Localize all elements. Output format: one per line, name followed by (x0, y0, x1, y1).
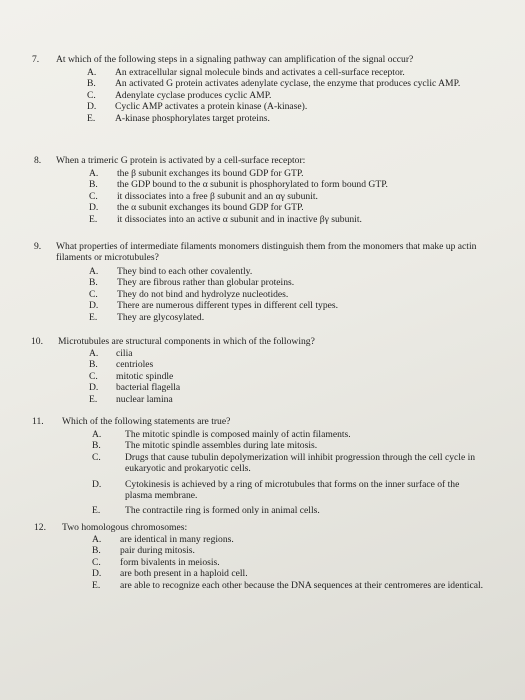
option-text: mitotic spindle (116, 370, 174, 382)
option-letter: E. (92, 505, 101, 517)
option-e[interactable] (92, 580, 484, 591)
option-text: They are glycosylated. (117, 311, 205, 323)
option-letter: E. (87, 112, 96, 124)
option-letter: C. (89, 190, 98, 202)
option-text: form bivalents in meiosis. (120, 556, 220, 568)
question-number: 10. (31, 336, 43, 347)
question-number: 9. (34, 241, 42, 252)
option-letter: D. (87, 101, 97, 113)
option-letter: B. (92, 440, 101, 452)
option-letter: B. (87, 78, 96, 90)
question-number: 11. (32, 416, 44, 427)
option-letter: A. (89, 168, 99, 179)
option-c[interactable] (89, 371, 471, 382)
option-letter: A. (89, 348, 99, 359)
question-text: At which of the following steps in a signaling pathway can amplification of the signal occur? (56, 54, 414, 65)
option-b[interactable] (89, 277, 479, 288)
option-a[interactable] (92, 534, 484, 545)
option-b[interactable] (89, 359, 471, 370)
option-letter: E. (89, 311, 98, 323)
option-text: There are numerous different types in different cell types. (117, 300, 339, 312)
question-text: Two homologous chromosomes: (62, 522, 188, 533)
option-letter: D. (92, 568, 102, 580)
option-letter: D. (89, 300, 99, 312)
option-e[interactable] (89, 394, 471, 405)
option-letter: B. (89, 277, 98, 289)
question-number: 7. (32, 54, 40, 65)
option-text: nuclear lamina (116, 393, 173, 405)
option-b[interactable] (89, 179, 474, 190)
option-letter: C. (89, 288, 98, 300)
option-c[interactable] (92, 557, 484, 568)
option-text: the β subunit exchanges its bound GDP for GTP. (117, 168, 304, 179)
option-letter: C. (87, 89, 96, 101)
option-d[interactable] (89, 202, 474, 213)
option-text: it dissociates into an active α subunit and in inactive βγ subunit. (117, 213, 362, 225)
option-text: The mitotic spindle assembles during late mitosis. (125, 440, 318, 452)
option-letter: B. (89, 359, 98, 371)
answer-options (89, 168, 474, 225)
option-letter: C. (92, 556, 101, 568)
option-c[interactable] (89, 289, 479, 300)
option-text: cilia (116, 348, 133, 359)
option-text: Cytokinesis is achieved by a ring of microtubules that forms on the inner surface of the plasma membrane. (125, 478, 460, 502)
option-e[interactable] (92, 505, 482, 516)
option-a[interactable] (92, 429, 482, 440)
option-letter: A. (92, 429, 102, 440)
option-text: it dissociates into a free β subunit and an αγ subunit. (117, 190, 318, 202)
option-text: They are fibrous rather than globular proteins. (117, 277, 295, 289)
option-text: Adenylate cyclase produces cyclic AMP. (115, 89, 272, 101)
option-b[interactable] (92, 545, 484, 556)
option-e[interactable] (89, 214, 474, 225)
option-a[interactable] (89, 266, 479, 277)
option-letter: D. (89, 202, 99, 214)
option-text: the α subunit exchanges its bound GDP for GTP. (117, 202, 304, 214)
answer-options (89, 266, 479, 323)
option-d[interactable] (87, 101, 472, 112)
option-text: They bind to each other covalently. (117, 266, 253, 277)
option-letter: C. (92, 451, 101, 463)
option-d[interactable] (92, 479, 482, 502)
option-b[interactable] (87, 78, 472, 89)
option-letter: E. (89, 393, 98, 405)
option-text: are able to recognize each other because the DNA sequences at their centromeres are identical. (120, 579, 484, 591)
option-letter: B. (92, 545, 101, 557)
question-number: 12. (34, 522, 46, 533)
option-text: They do not bind and hydrolyze nucleotides. (117, 288, 289, 300)
question-text: Microtubules are structural components in which of the following? (58, 336, 315, 347)
question-text: What properties of intermediate filaments monomers distinguish them from the monomers that make up actin filaments or microtubules? (56, 241, 477, 264)
question-number: 8. (34, 155, 42, 166)
option-d[interactable] (92, 568, 484, 579)
question-text: When a trimeric G protein is activated by a cell-surface receptor: (56, 155, 306, 166)
option-text: bacterial flagella (116, 382, 181, 394)
option-text: Cyclic AMP activates a protein kinase (A-kinase). (115, 101, 308, 113)
option-c[interactable] (92, 452, 482, 475)
option-c[interactable] (87, 90, 472, 101)
option-d[interactable] (89, 382, 471, 393)
answer-options (87, 67, 472, 124)
option-text: Drugs that cause tubulin depolymerization will inhibit progression through the cell cycle in eukaryotic and prokaryotic cells. (125, 451, 476, 475)
answer-options (89, 348, 471, 405)
question-text: Which of the following statements are true? (62, 416, 231, 427)
option-text: the GDP bound to the α subunit is phosphorylated to form bound GTP. (117, 179, 388, 191)
option-letter: D. (92, 478, 102, 490)
option-letter: A. (87, 67, 97, 78)
option-text: An extracellular signal molecule binds and activates a cell-surface receptor. (115, 67, 405, 78)
option-letter: E. (89, 213, 98, 225)
option-a[interactable] (87, 67, 472, 78)
option-text: An activated G protein activates adenylate cyclase, the enzyme that produces cyclic AMP. (115, 78, 461, 90)
option-letter: E. (92, 579, 101, 591)
answer-options (92, 534, 484, 591)
option-b[interactable] (92, 440, 482, 451)
option-text: pair during mitosis. (120, 545, 195, 557)
option-letter: A. (89, 266, 99, 277)
option-letter: A. (92, 534, 102, 545)
option-letter: C. (89, 370, 98, 382)
answer-options (92, 429, 482, 517)
option-letter: D. (89, 382, 99, 394)
option-e[interactable] (87, 113, 472, 124)
option-d[interactable] (89, 300, 479, 311)
option-letter: B. (89, 179, 98, 191)
option-c[interactable] (89, 191, 474, 202)
option-text: are identical in many regions. (120, 534, 234, 545)
option-e[interactable] (89, 312, 479, 323)
option-text: centrioles (116, 359, 154, 371)
option-a[interactable] (89, 348, 471, 359)
option-text: The mitotic spindle is composed mainly of actin filaments. (125, 429, 351, 440)
option-text: A-kinase phosphorylates target proteins. (115, 112, 270, 124)
option-text: are both present in a haploid cell. (120, 568, 248, 580)
option-a[interactable] (89, 168, 474, 179)
option-text: The contractile ring is formed only in animal cells. (125, 505, 320, 517)
